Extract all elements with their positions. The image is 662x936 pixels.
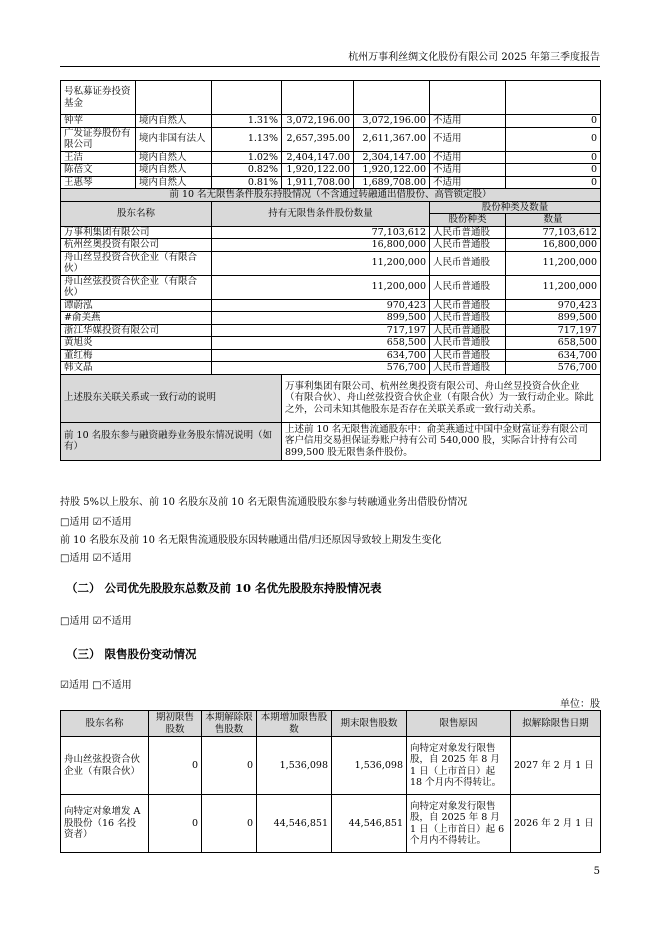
shareholder-name: 王洁: [61, 151, 136, 164]
col-header-name: 股东名称: [61, 201, 212, 226]
pledge-qty: 0: [506, 151, 601, 164]
pledge-qty: 0: [506, 115, 601, 128]
shareholding-percent: 1.02%: [212, 151, 282, 164]
restricted-shares: 1,689,708.00: [354, 176, 430, 189]
shareholder-type: 境内自然人: [136, 115, 212, 128]
unrestricted-shares: 11,200,000: [212, 251, 430, 275]
shareholder-row: [61, 176, 601, 189]
pledge-qty: 0: [506, 176, 601, 189]
unrestricted-row: [61, 337, 601, 350]
holder-name: 韩文晶: [61, 362, 212, 375]
pledge-status: 不适用: [430, 151, 506, 164]
unrestricted-row: [61, 275, 601, 299]
unrestricted-row: [61, 226, 601, 239]
col-header-class-qty: 数量: [506, 214, 601, 227]
share-qty: 634,700: [506, 349, 601, 362]
holder-name: 谭蔚泓: [61, 299, 212, 312]
share-class: 人民币普通股: [430, 362, 506, 375]
col-header-class: 股份种类及数量: [430, 201, 601, 214]
pledge-status: [430, 81, 506, 115]
section-preferred-option: □适用 ☑不适用: [60, 616, 132, 627]
share-qty: 899,500: [506, 312, 601, 325]
holder-name: 董红梅: [61, 349, 212, 362]
shareholder-row: [61, 151, 601, 164]
note-row: [61, 422, 601, 460]
shareholder-row: [61, 127, 601, 151]
share-class: 人民币普通股: [430, 299, 506, 312]
pledge-qty: 0: [506, 164, 601, 177]
shareholder-row: [61, 115, 601, 128]
related-text: 万事利集团有限公司、杭州丝奥投资有限公司、舟山丝昱投资合伙企业（有限合伙）、舟山丝弦投资合伙企业（有限合伙）为一致行动企业。除此之外，公司未知其他股东是否存在关联关系或一致行动关系。: [282, 374, 601, 422]
pledge-qty: 0: [506, 127, 601, 151]
related-label: 上述股东关联关系或一致行动的说明: [61, 374, 282, 422]
share-class: 人民币普通股: [430, 226, 506, 239]
unrestricted-shares: 970,423: [212, 299, 430, 312]
end-restricted: 1,536,098: [332, 737, 407, 795]
col-header: 期末限售股数: [332, 711, 407, 737]
holder-name: 浙江华媒投资有限公司: [61, 324, 212, 337]
share-class: 人民币普通股: [430, 349, 506, 362]
unrestricted-shares: 899,500: [212, 312, 430, 325]
share-class: 人民币普通股: [430, 324, 506, 337]
restricted-shares: 2,611,367.00: [354, 127, 430, 151]
restricted-shares: [354, 81, 430, 115]
unit-label: 单位：股: [560, 699, 600, 710]
holder-name: 向特定对象增发 A 股股份（16 名投资者）: [61, 795, 149, 853]
holder-name: #俞美燕: [61, 312, 212, 325]
holder-name: 舟山丝昱投资合伙企业（有限合伙）: [61, 251, 212, 275]
col-header: 本期增加限售股数: [257, 711, 332, 737]
end-restricted: 44,546,851: [332, 795, 407, 853]
pledge-status: 不适用: [430, 176, 506, 189]
share-qty: 11,200,000: [506, 251, 601, 275]
col-header-shares: 持有无限售条件股份数量: [212, 201, 430, 226]
shareholder-name: 号私募证券投资基金: [61, 81, 136, 115]
col-header: 拟解除限售日期: [511, 711, 601, 737]
share-qty: 717,197: [506, 324, 601, 337]
shares-held: [282, 81, 354, 115]
restricted-shares: 3,072,196.00: [354, 115, 430, 128]
pledge-status: 不适用: [430, 115, 506, 128]
restriction-reason: 向特定对象发行限售股，自 2025 年 8 月 1 日（上市首日）起 18 个月内不得转让。: [407, 737, 511, 795]
restricted-shares-table: [60, 710, 601, 853]
unrestricted-shares: 576,700: [212, 362, 430, 375]
section-preferred-title: （二） 公司优先股股东总数及前 10 名优先股股东持股情况表: [66, 581, 382, 595]
shares-held: 2,404,147.00: [282, 151, 354, 164]
pledge-qty: [506, 81, 601, 115]
added-restricted: 1,536,098: [257, 737, 332, 795]
col-header: 限售原因: [407, 711, 511, 737]
added-restricted: 44,546,851: [257, 795, 332, 853]
unrestricted-shares: 11,200,000: [212, 275, 430, 299]
note-lending: 持股 5%以上股东、前 10 名股东及前 10 名无限售流通股股东参与转融通业务出借股份情况: [60, 497, 468, 508]
share-class: 人民币普通股: [430, 312, 506, 325]
shareholding-percent: 0.81%: [212, 176, 282, 189]
holder-name: 黄旭炎: [61, 337, 212, 350]
section-restricted-option: ☑适用 □不适用: [60, 680, 132, 691]
share-qty: 576,700: [506, 362, 601, 375]
note-change: 前 10 名股东及前 10 名无限售流通股股东因转融通出借/归还原因导致较上期发生变化: [60, 535, 442, 546]
shares-held: 1,920,122.00: [282, 164, 354, 177]
col-header: 本期解除限售股数: [202, 711, 257, 737]
section-restricted-title: （三） 限售股份变动情况: [66, 647, 197, 661]
unrestricted-row: [61, 362, 601, 375]
note-change-option: □适用 ☑不适用: [60, 553, 132, 564]
unrestricted-section-title: 前 10 名无限售条件股东持股情况（不含通过转融通出借股份、高管锁定股）: [61, 189, 601, 202]
unrestricted-shares: 658,500: [212, 337, 430, 350]
share-qty: 11,200,000: [506, 275, 601, 299]
unrestricted-row: [61, 239, 601, 252]
margin-text: 上述前 10 名无限售流通股东中：俞美燕通过中国中金财富证券有限公司客户信用交易担保证券账户持有公司 540,000 股，实际合计持有公司 899,500 股无限售条件股份。: [282, 422, 601, 460]
holder-name: 杭州丝奥投资有限公司: [61, 239, 212, 252]
released-restricted: 0: [202, 795, 257, 853]
unrestricted-shares: 717,197: [212, 324, 430, 337]
shareholder-type: 境内非国有法人: [136, 127, 212, 151]
shareholding-percent: 1.31%: [212, 115, 282, 128]
unrestricted-row: [61, 324, 601, 337]
shareholding-percent: [212, 81, 282, 115]
shareholding-percent: 0.82%: [212, 164, 282, 177]
release-date: 2026 年 2 月 1 日: [511, 795, 601, 853]
share-qty: 658,500: [506, 337, 601, 350]
header-row: [61, 201, 601, 214]
shareholder-name: 钟苹: [61, 115, 136, 128]
begin-restricted: 0: [149, 737, 202, 795]
page-number: 5: [593, 866, 600, 877]
share-class: 人民币普通股: [430, 251, 506, 275]
col-header: 股东名称: [61, 711, 149, 737]
shareholder-type: 境内自然人: [136, 176, 212, 189]
release-date: 2027 年 2 月 1 日: [511, 737, 601, 795]
shares-held: 1,911,708.00: [282, 176, 354, 189]
holder-name: 舟山丝弦投资合伙企业（有限合伙）: [61, 275, 212, 299]
restricted-shares: 1,920,122.00: [354, 164, 430, 177]
section-title-row: [61, 189, 601, 202]
begin-restricted: 0: [149, 795, 202, 853]
shareholder-row: [61, 164, 601, 177]
unrestricted-shares: 77,103,612: [212, 226, 430, 239]
share-qty: 16,800,000: [506, 239, 601, 252]
share-class: 人民币普通股: [430, 337, 506, 350]
note-lending-option: □适用 ☑不适用: [60, 517, 132, 528]
shares-held: 2,657,395.00: [282, 127, 354, 151]
col-header-class-type: 股份种类: [430, 214, 506, 227]
restricted-shares: 2,304,147.00: [354, 151, 430, 164]
shareholders-table: [60, 80, 601, 461]
unrestricted-row: [61, 251, 601, 275]
margin-label: 前 10 名股东参与融资融券业务股东情况说明（如有）: [61, 422, 282, 460]
unrestricted-row: [61, 349, 601, 362]
shareholder-name: 广发证券股份有限公司: [61, 127, 136, 151]
share-class: 人民币普通股: [430, 239, 506, 252]
note-row: [61, 374, 601, 422]
share-qty: 970,423: [506, 299, 601, 312]
holder-name: 舟山丝弦投资合伙企业（有限合伙）: [61, 737, 149, 795]
share-class: 人民币普通股: [430, 275, 506, 299]
shareholding-percent: 1.13%: [212, 127, 282, 151]
share-qty: 77,103,612: [506, 226, 601, 239]
shareholder-type: 境内自然人: [136, 151, 212, 164]
header-row: [61, 711, 601, 737]
released-restricted: 0: [202, 737, 257, 795]
shareholder-type: [136, 81, 212, 115]
shareholder-name: 陈蓓文: [61, 164, 136, 177]
shareholder-type: 境内自然人: [136, 164, 212, 177]
page-header: 杭州万事利丝绸文化股份有限公司 2025 年第三季度报告: [60, 48, 600, 67]
col-header: 期初限售股数: [149, 711, 202, 737]
shares-held: 3,072,196.00: [282, 115, 354, 128]
unrestricted-shares: 634,700: [212, 349, 430, 362]
pledge-status: 不适用: [430, 164, 506, 177]
restricted-row: [61, 795, 601, 853]
pledge-status: 不适用: [430, 127, 506, 151]
unrestricted-shares: 16,800,000: [212, 239, 430, 252]
unrestricted-row: [61, 312, 601, 325]
restricted-row: [61, 737, 601, 795]
shareholder-name: 王惠琴: [61, 176, 136, 189]
shareholder-row: [61, 81, 601, 115]
unrestricted-row: [61, 299, 601, 312]
restriction-reason: 向特定对象发行限售股，自 2025 年 8 月 1 日（上市首日）起 6 个月内不得转让。: [407, 795, 511, 853]
holder-name: 万事利集团有限公司: [61, 226, 212, 239]
